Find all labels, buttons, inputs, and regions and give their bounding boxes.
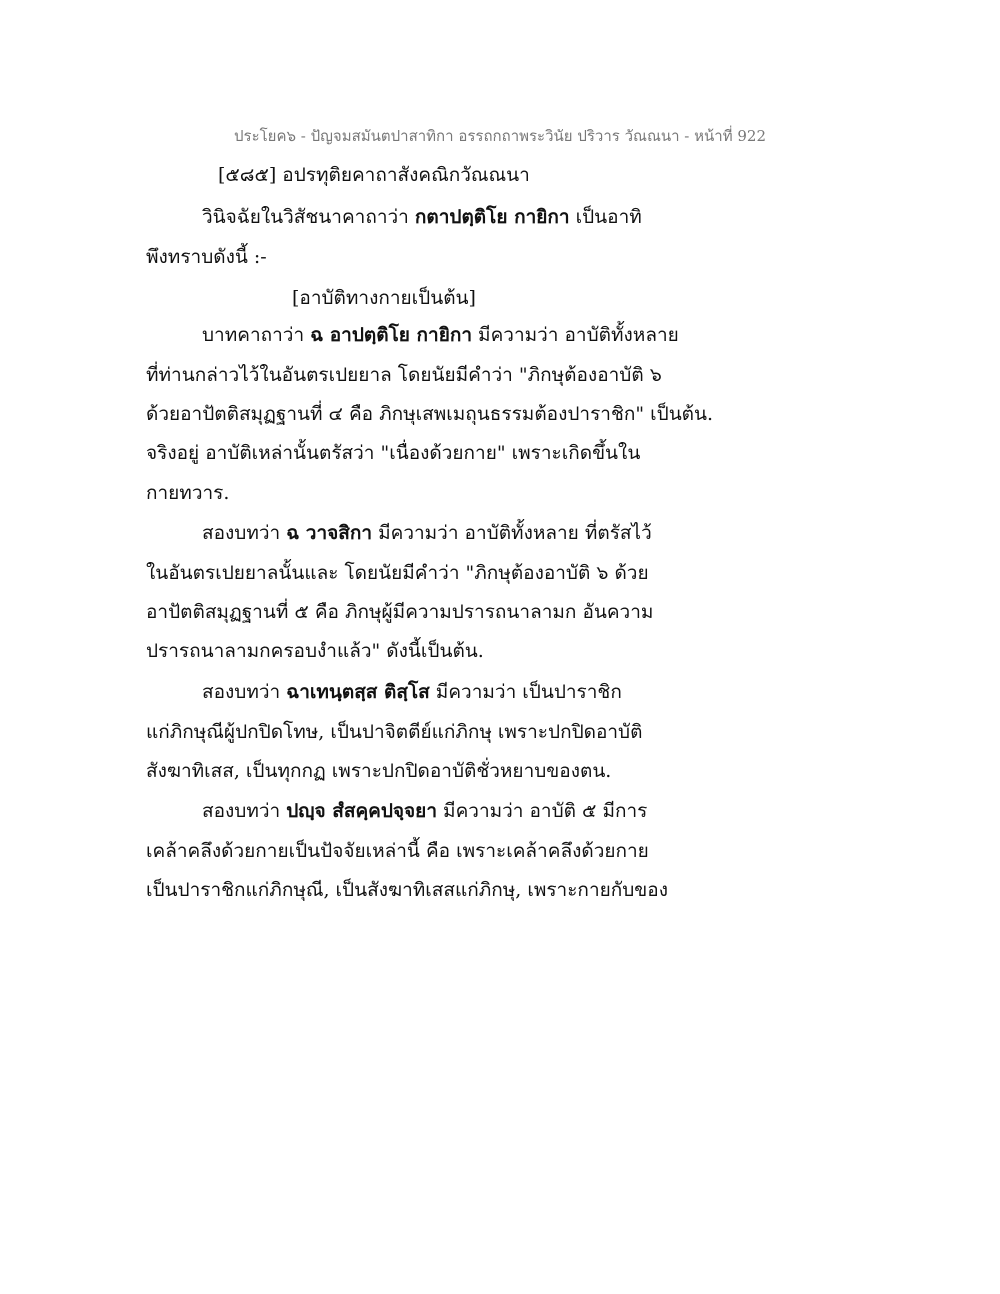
para2-line-3: อาปัตติสมุฏฐานที่ ๕ คือ ภิกษุผู้มีความปรารถนาลามก อันความ	[146, 601, 654, 623]
para2-line-1: สองบทว่า ฉ วาจสิกา มีความว่า อาบัติทั้งหลาย ที่ตรัสไว้	[202, 522, 652, 544]
para1-line-4: จริงอยู่ อาบัติเหล่านั้นตรัสว่า "เนื่องด้วยกาย" เพราะเกิดขึ้นใน	[146, 442, 641, 464]
para3-line-3: สังฆาทิเสส, เป็นทุกกฏ เพราะปกปิดอาบัติชั่วหยาบของตน.	[146, 760, 612, 782]
para3-term: ฉาเทนฺตสฺส ติสฺโส	[286, 681, 430, 703]
para4-term: ปญฺจ สํสคฺคปจฺจยา	[286, 800, 437, 822]
running-header: ประโยค๖ - ปัญจมสมันตปาสาทิกา อรรถกถาพระวินัย ปริวาร วัณณนา - หน้าที่ 922	[233, 127, 766, 145]
para1-line-5: กายทวาร.	[146, 482, 230, 504]
para2-term: ฉ วาจสิกา	[286, 522, 373, 544]
intro-line-1: วินิจฉัยในวิสัชนาคาถาว่า กตาปตฺติโย กายิกา เป็นอาทิ	[202, 206, 642, 228]
para4-line-3: เป็นปาราชิกแก่ภิกษุณี, เป็นสังฆาทิเสสแก่ภิกษุ, เพราะกายกับของ	[146, 879, 668, 901]
subheading: [อาบัติทางกายเป็นต้น]	[292, 287, 476, 309]
section-title: [๕๘๕] อปรทุติยคาถาสังคณิกวัณณนา	[218, 164, 530, 186]
para1-line-1: บาทคาถาว่า ฉ อาปตฺติโย กายิกา มีความว่า อาบัติทั้งหลาย	[202, 324, 679, 346]
para3-line-2: แก่ภิกษุณีผู้ปกปิดโทษ, เป็นปาจิตตีย์แก่ภิกษุ เพราะปกปิดอาบัติ	[146, 721, 643, 743]
intro-term: กตาปตฺติโย กายิกา	[414, 206, 570, 228]
para3-line-1: สองบทว่า ฉาเทนฺตสฺส ติสฺโส มีความว่า เป็นปาราชิก	[202, 681, 622, 703]
para1-line-2: ที่ท่านกล่าวไว้ในอันตรเปยยาล โดยนัยมีคำว่า "ภิกษุต้องอาบัติ ๖	[146, 364, 662, 386]
para1-line-3: ด้วยอาปัตติสมุฏฐานที่ ๔ คือ ภิกษุเสพเมถุนธรรมต้องปาราชิก" เป็นต้น.	[146, 403, 714, 425]
para2-line-4: ปรารถนาลามกครอบงำแล้ว" ดังนี้เป็นต้น.	[146, 640, 484, 662]
para2-line-2: ในอันตรเปยยาลนั้นและ โดยนัยมีคำว่า "ภิกษุต้องอาบัติ ๖ ด้วย	[146, 562, 649, 584]
intro-line-2: พึงทราบดังนี้ :-	[146, 246, 267, 268]
para1-term: ฉ อาปตฺติโย กายิกา	[310, 324, 472, 346]
para4-line-1: สองบทว่า ปญฺจ สํสคฺคปจฺจยา มีความว่า อาบัติ ๕ มีการ	[202, 800, 648, 822]
para4-line-2: เคล้าคลึงด้วยกายเป็นปัจจัยเหล่านี้ คือ เพราะเคล้าคลึงด้วยกาย	[146, 840, 649, 862]
